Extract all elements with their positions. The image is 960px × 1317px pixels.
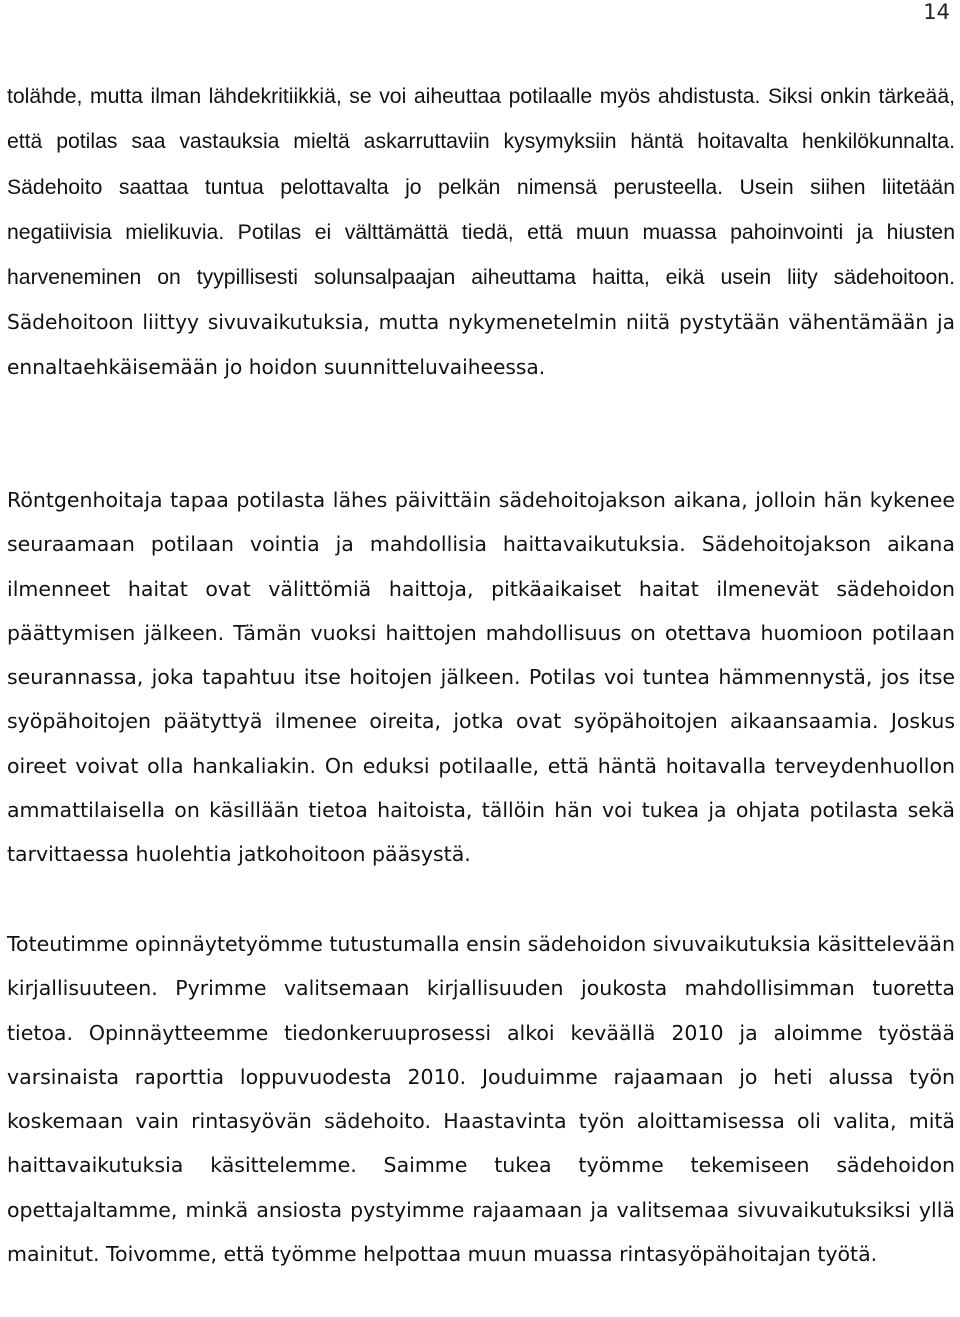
paragraph-2: Röntgenhoitaja tapaa potilasta lähes päivittäin sädehoitojakson aikana, jolloin hän kykenee seuraamaan potilaan vointia ja mahdollisia haittavaikutuksia. Sädehoitojakson aikana ilmenneet haitat ovat välittömiä haittoja, pitkäaikaiset haitat ilmenevät sädehoidon päättymisen jälkeen. Tämän vuoksi haittojen mahdollisuus on otettava huomioon potilaan seurannassa, joka tapahtuu itse hoitojen jälkeen. Potilas voi tuntea hämmennystä, jos itse syöpähoitojen päätyttyä ilmenee oireita, jotka ovat syöpähoitojen aikaansaamia. Joskus oireet voivat olla hankaliakin. On eduksi potilaalle, että häntä hoitavalla terveydenhuollon ammattilaisella on käsillään tietoa haitoista, tällöin hän voi tukea ja ohjata potilasta sekä tarvittaessa huolehtia jatkohoitoon pääsystä. [7,488,955,867]
paragraph-3: Toteutimme opinnäytetyömme tutustumalla ensin sädehoidon sivuvaikutuksia käsittelevään kirjallisuuteen. Pyrimme valitsemaan kirjallisuuden joukosta mahdollisimman tuoretta tietoa. Opinnäytteemme tiedonkeruuprosessi alkoi keväällä 2010 ja aloimme työstää varsinaista raporttia loppuvuodesta 2010. Jouduimme rajaamaan jo heti alussa työn koskemaan vain rintasyövän sädehoito. Haastavinta työn aloittamisessa oli valita, mitä haittavaikutuksia käsittelemme. Saimme tukea työmme tekemiseen sädehoidon opettajaltamme, minkä ansiosta pystyimme rajaamaan ja valitsemaa sivuvaikutuksiksi yllä mainitut. Toivomme, että työmme helpottaa muun muassa rintasyöpähoitajan työtä. [7,932,955,1267]
page-number: 14 [923,0,950,24]
paragraph-1-part-a: tolähde, mutta ilman lähdekritiikkiä, se voi aiheuttaa potilaalle myös ahdistusta. Siksi onkin tärkeää, että potilas saa vastauksia mieltä askarruttaviin kysymyksiin häntä hoitavalta henkilökunnalta. Sädehoito saattaa tuntua pelottavalta jo pelkän nimensä perusteella. Usein siihen liitetään negatiivisia mielikuvia. Potilas ei välttämättä tiedä, että muun muassa pahoinvointi ja hiusten harveneminen on tyypillisesti solunsalpaajan aiheuttama haitta, eikä usein liity sädehoitoon. [7,85,955,290]
paragraph-1 [7,74,955,389]
paragraph-1-part-b: Sädehoitoon liittyy sivuvaikutuksia, mutta nykymenetelmin niitä pystytään vähentämään ja ennaltaehkäisemään jo hoidon suunnitteluvaiheessa. [7,310,955,379]
